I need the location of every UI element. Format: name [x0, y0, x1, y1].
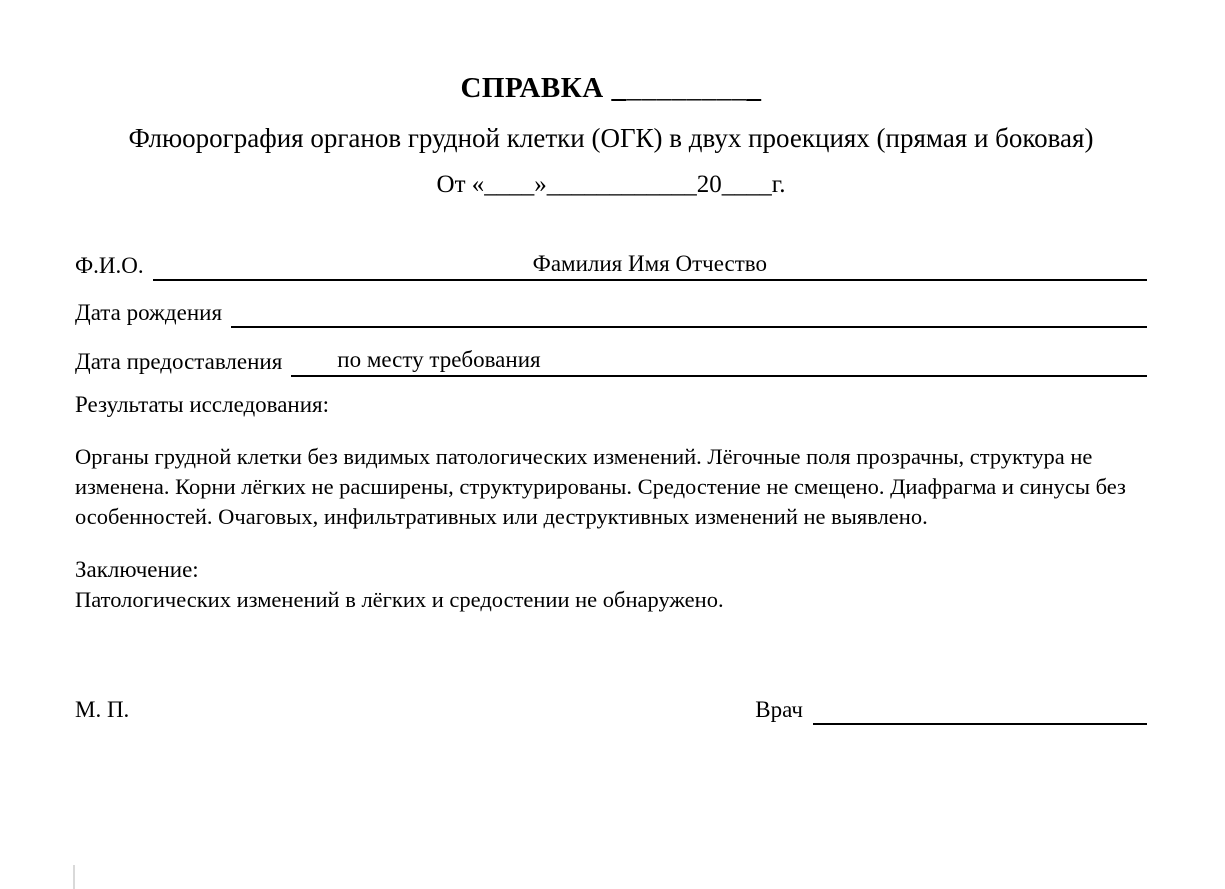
doctor-signature-group [755, 695, 1147, 725]
fio-label: Ф.И.О. [75, 253, 144, 278]
conclusion-label: Заключение: [75, 557, 199, 582]
title-blank-line[interactable]: __________ [611, 72, 762, 104]
provision-date-value: по месту требования [337, 347, 541, 372]
doctor-label: Врач [755, 697, 803, 722]
fio-line[interactable] [153, 249, 1147, 281]
exam-subtitle: Флюорография органов грудной клетки (ОГК) в двух проекциях (прямая и боковая) [128, 123, 1094, 153]
conclusion-section [75, 555, 1147, 615]
birth-date-row [75, 298, 1147, 328]
conclusion-text: Патологических изменений в лёгких и средостении не обнаружено. [75, 587, 724, 612]
provision-date-row [75, 345, 1147, 377]
fio-row [75, 249, 1147, 281]
results-label: Результаты исследования: [75, 392, 330, 417]
form-fields [75, 249, 1147, 377]
provision-date-label: Дата предоставления [75, 349, 283, 374]
provision-date-line[interactable] [291, 345, 1147, 377]
date-line[interactable]: От «____»____________20____г. [436, 171, 786, 198]
page-title [75, 70, 1147, 106]
results-text: Органы грудной клетки без видимых патологических изменений. Лёгочные поля прозрачны, структура не изменена. Корни лёгких не расширены, структурированы. Средостение не смещено. Диафрагма и синусы без особенностей. Очаговых, инфильтративных или деструктивных изменений не выявлено. [75, 444, 1126, 529]
page-edge-artifact [73, 865, 75, 889]
title-label: СПРАВКА [460, 72, 604, 104]
stamp-place-label: М. П. [75, 697, 130, 722]
birth-date-line[interactable] [231, 298, 1147, 328]
fio-value: Фамилия Имя Отчество [532, 251, 767, 276]
footer-row [75, 695, 1147, 725]
doctor-signature-line[interactable] [813, 695, 1147, 725]
birth-date-label: Дата рождения [75, 300, 223, 325]
